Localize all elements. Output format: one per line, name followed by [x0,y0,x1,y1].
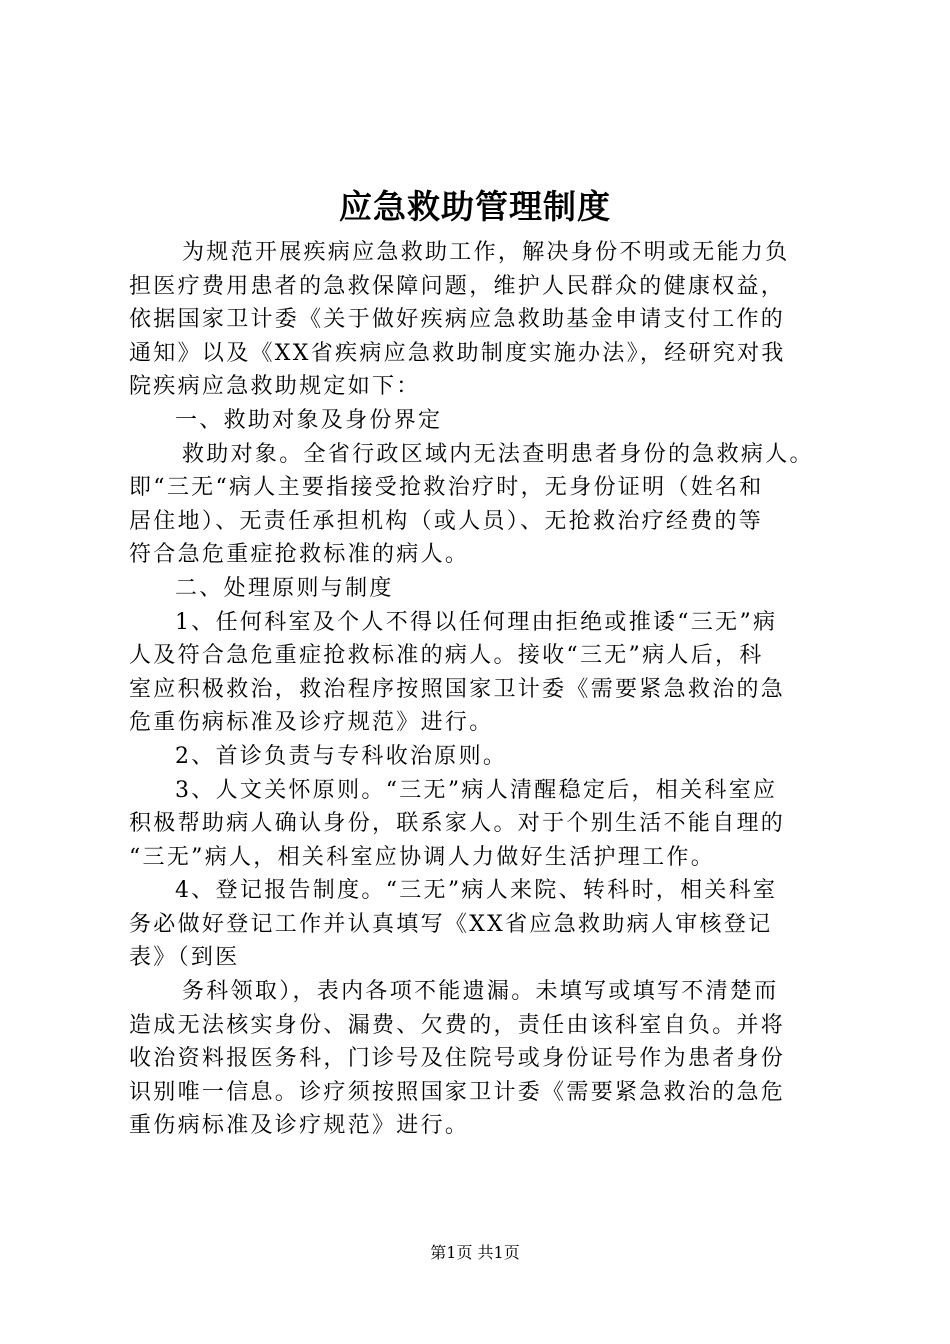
text-line: 一、救助对象及身份界定 [175,407,443,433]
text-line: 表》（到医 [129,945,240,971]
text-line: 务必做好登记工作并认真填写《XX省应急救助病人审核登记 [129,911,773,937]
text-line: 务科领取），表内各项不能遗漏。未填写或填写不清楚而 [182,979,779,1005]
text-line: 符合急危重症抢救标准的病人。 [129,542,470,568]
page-footer: 第1页 共1页 [430,1243,520,1262]
document-body [129,236,834,1143]
text-line: 救助对象。全省行政区域内无法查明患者身份的急救病人。 [182,441,814,467]
text-line: 担医疗费用患者的急救保障问题，维护人民群众的健康权益， [129,273,786,299]
text-line: 重伤病标准及诊疗规范》进行。 [129,1113,470,1139]
text-line: 积极帮助病人确认身份，联系家人。对于个别生活不能自理的 [129,811,786,837]
text-line: 3、人文关怀原则。“三无”病人清醒稳定后，相关科室应 [175,777,778,803]
text-line: 造成无法核实身份、漏费、欠费的，责任由该科室自负。并将 [129,1012,786,1038]
text-line: 收治资料报医务科，门诊号及住院号或身份证号作为患者身份 [129,1046,786,1072]
text-line: 即“三无“病人主要指接受抢救治疗时，无身份证明（姓名和 [129,475,764,501]
text-line: “三无”病人，相关科室应协调人力做好生活护理工作。 [129,844,715,870]
text-line: 居住地）、无责任承担机构（或人员）、无抢救治疗经费的等 [129,508,764,534]
text-line: 人及符合急危重症抢救标准的病人。接收“三无”病人后，科 [129,643,764,669]
text-line: 为规范开展疾病应急救助工作，解决身份不明或无能力负 [182,240,790,265]
text-line: 二、处理原则与制度 [175,575,394,601]
text-line: 依据国家卫计委《关于做好疾病应急救助基金申请支付工作的 [129,307,786,333]
text-line: 院疾病应急救助规定如下： [129,374,421,400]
document-title: 应急救助管理制度 [339,187,611,226]
text-line: 危重伤病标准及诊疗规范》进行。 [129,710,494,736]
text-line: 室应积极救治，救治程序按照国家卫计委《需要紧急救治的急 [129,676,786,702]
text-line: 4、登记报告制度。“三无”病人来院、转科时，相关科室 [175,878,778,904]
text-line: 2、首诊负责与专科收治原则。 [175,743,508,769]
text-line: 1、任何科室及个人不得以任何理由拒绝或推诿“三无”病 [175,609,778,635]
text-line: 通知》以及《XX省疾病应急救助制度实施办法》，经研究对我 [129,340,786,366]
text-line: 识别唯一信息。诊疗须按照国家卫计委《需要紧急救治的急危 [129,1079,786,1105]
